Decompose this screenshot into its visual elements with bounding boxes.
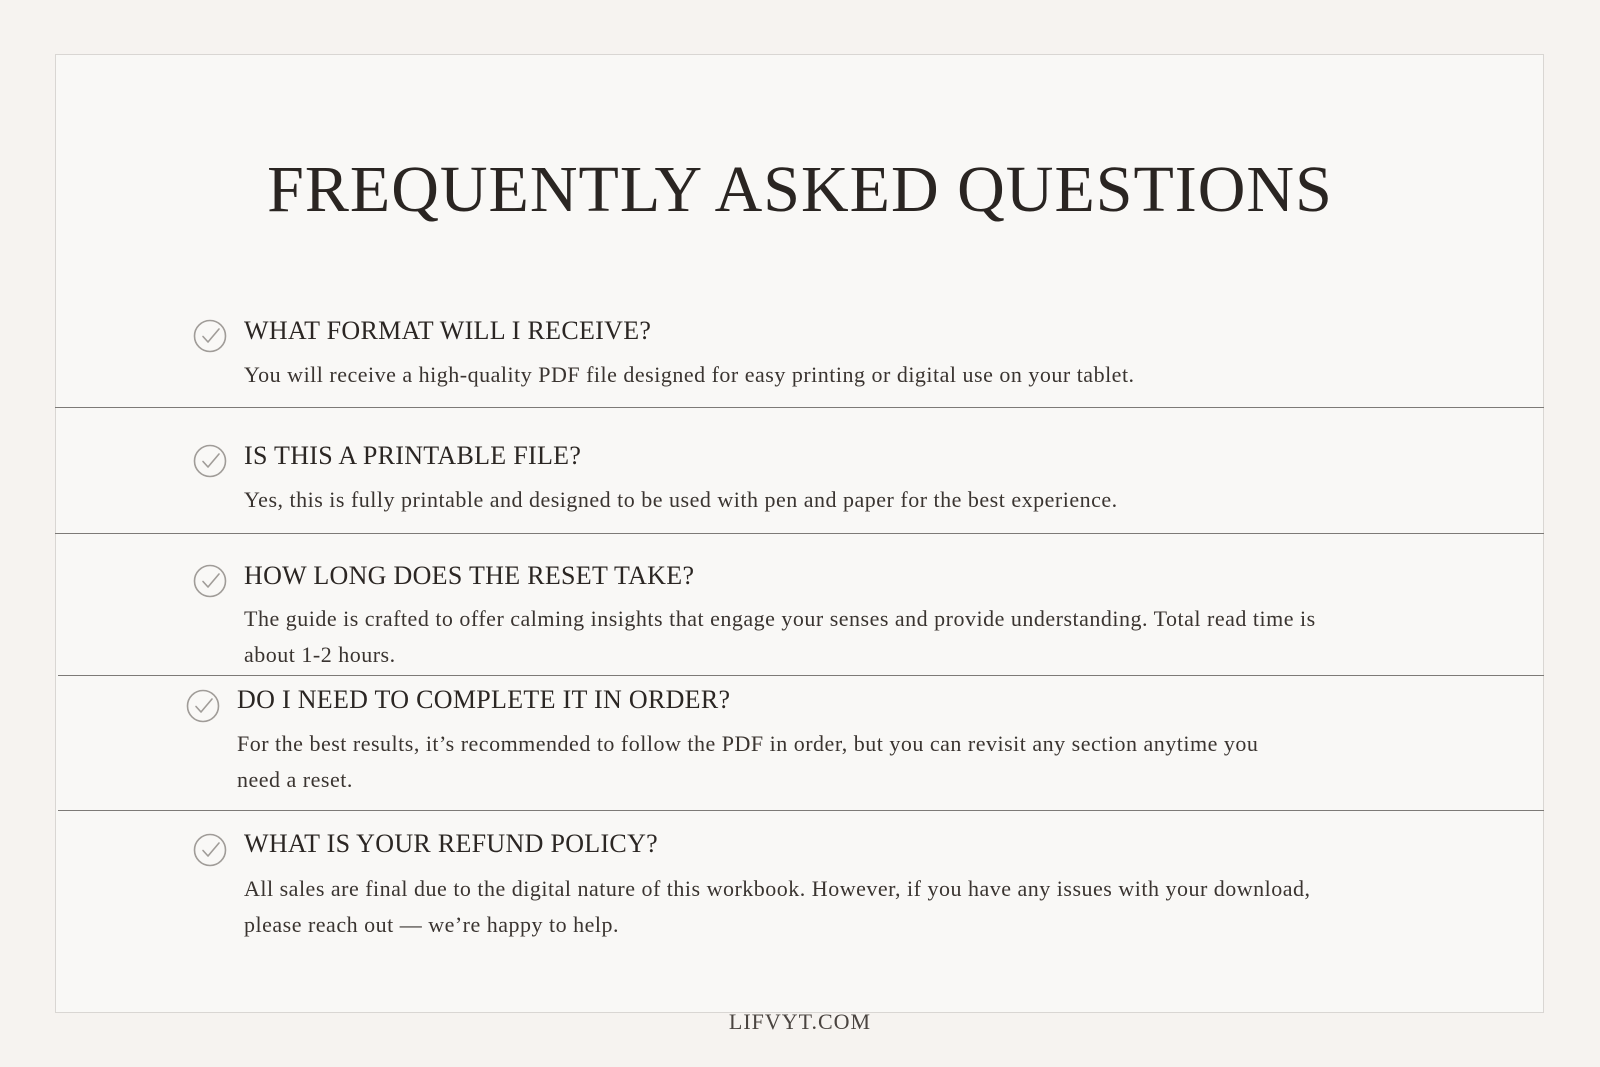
check-circle-icon	[193, 833, 227, 867]
footer-website: LIFVYT.COM	[728, 1009, 872, 1034]
faq-question: WHAT IS YOUR REFUND POLICY?	[244, 829, 658, 858]
check-circle-icon	[193, 564, 227, 598]
faq-divider	[55, 533, 1544, 534]
check-circle-icon	[186, 689, 220, 723]
faq-question: WHAT FORMAT WILL I RECEIVE?	[244, 316, 652, 345]
faq-question: IS THIS A PRINTABLE FILE?	[244, 441, 582, 470]
check-circle-icon	[193, 319, 227, 353]
faq-question: HOW LONG DOES THE RESET TAKE?	[244, 561, 695, 590]
page-title: FREQUENTLY ASKED QUESTIONS	[267, 153, 1333, 226]
faq-answer: For the best results, it’s recommended to follow the PDF in order, but you can revisit any section anytime you need a reset.	[237, 731, 1259, 792]
faq-answer: Yes, this is fully printable and designed to be used with pen and paper for the best experience.	[244, 487, 1118, 512]
faq-divider	[55, 407, 1544, 408]
faq-divider	[58, 810, 1544, 811]
faq-answer: All sales are final due to the digital nature of this workbook. However, if you have any issues with your download, please reach out — we’re happy to help.	[244, 876, 1311, 937]
faq-question: DO I NEED TO COMPLETE IT IN ORDER?	[237, 685, 731, 714]
check-circle-icon	[193, 444, 227, 478]
faq-answer: You will receive a high-quality PDF file designed for easy printing or digital use on your tablet.	[244, 362, 1135, 387]
faq-divider	[58, 675, 1544, 676]
faq-answer: The guide is crafted to offer calming insights that engage your senses and provide understanding. Total read time is about 1-2 hours.	[244, 606, 1316, 667]
